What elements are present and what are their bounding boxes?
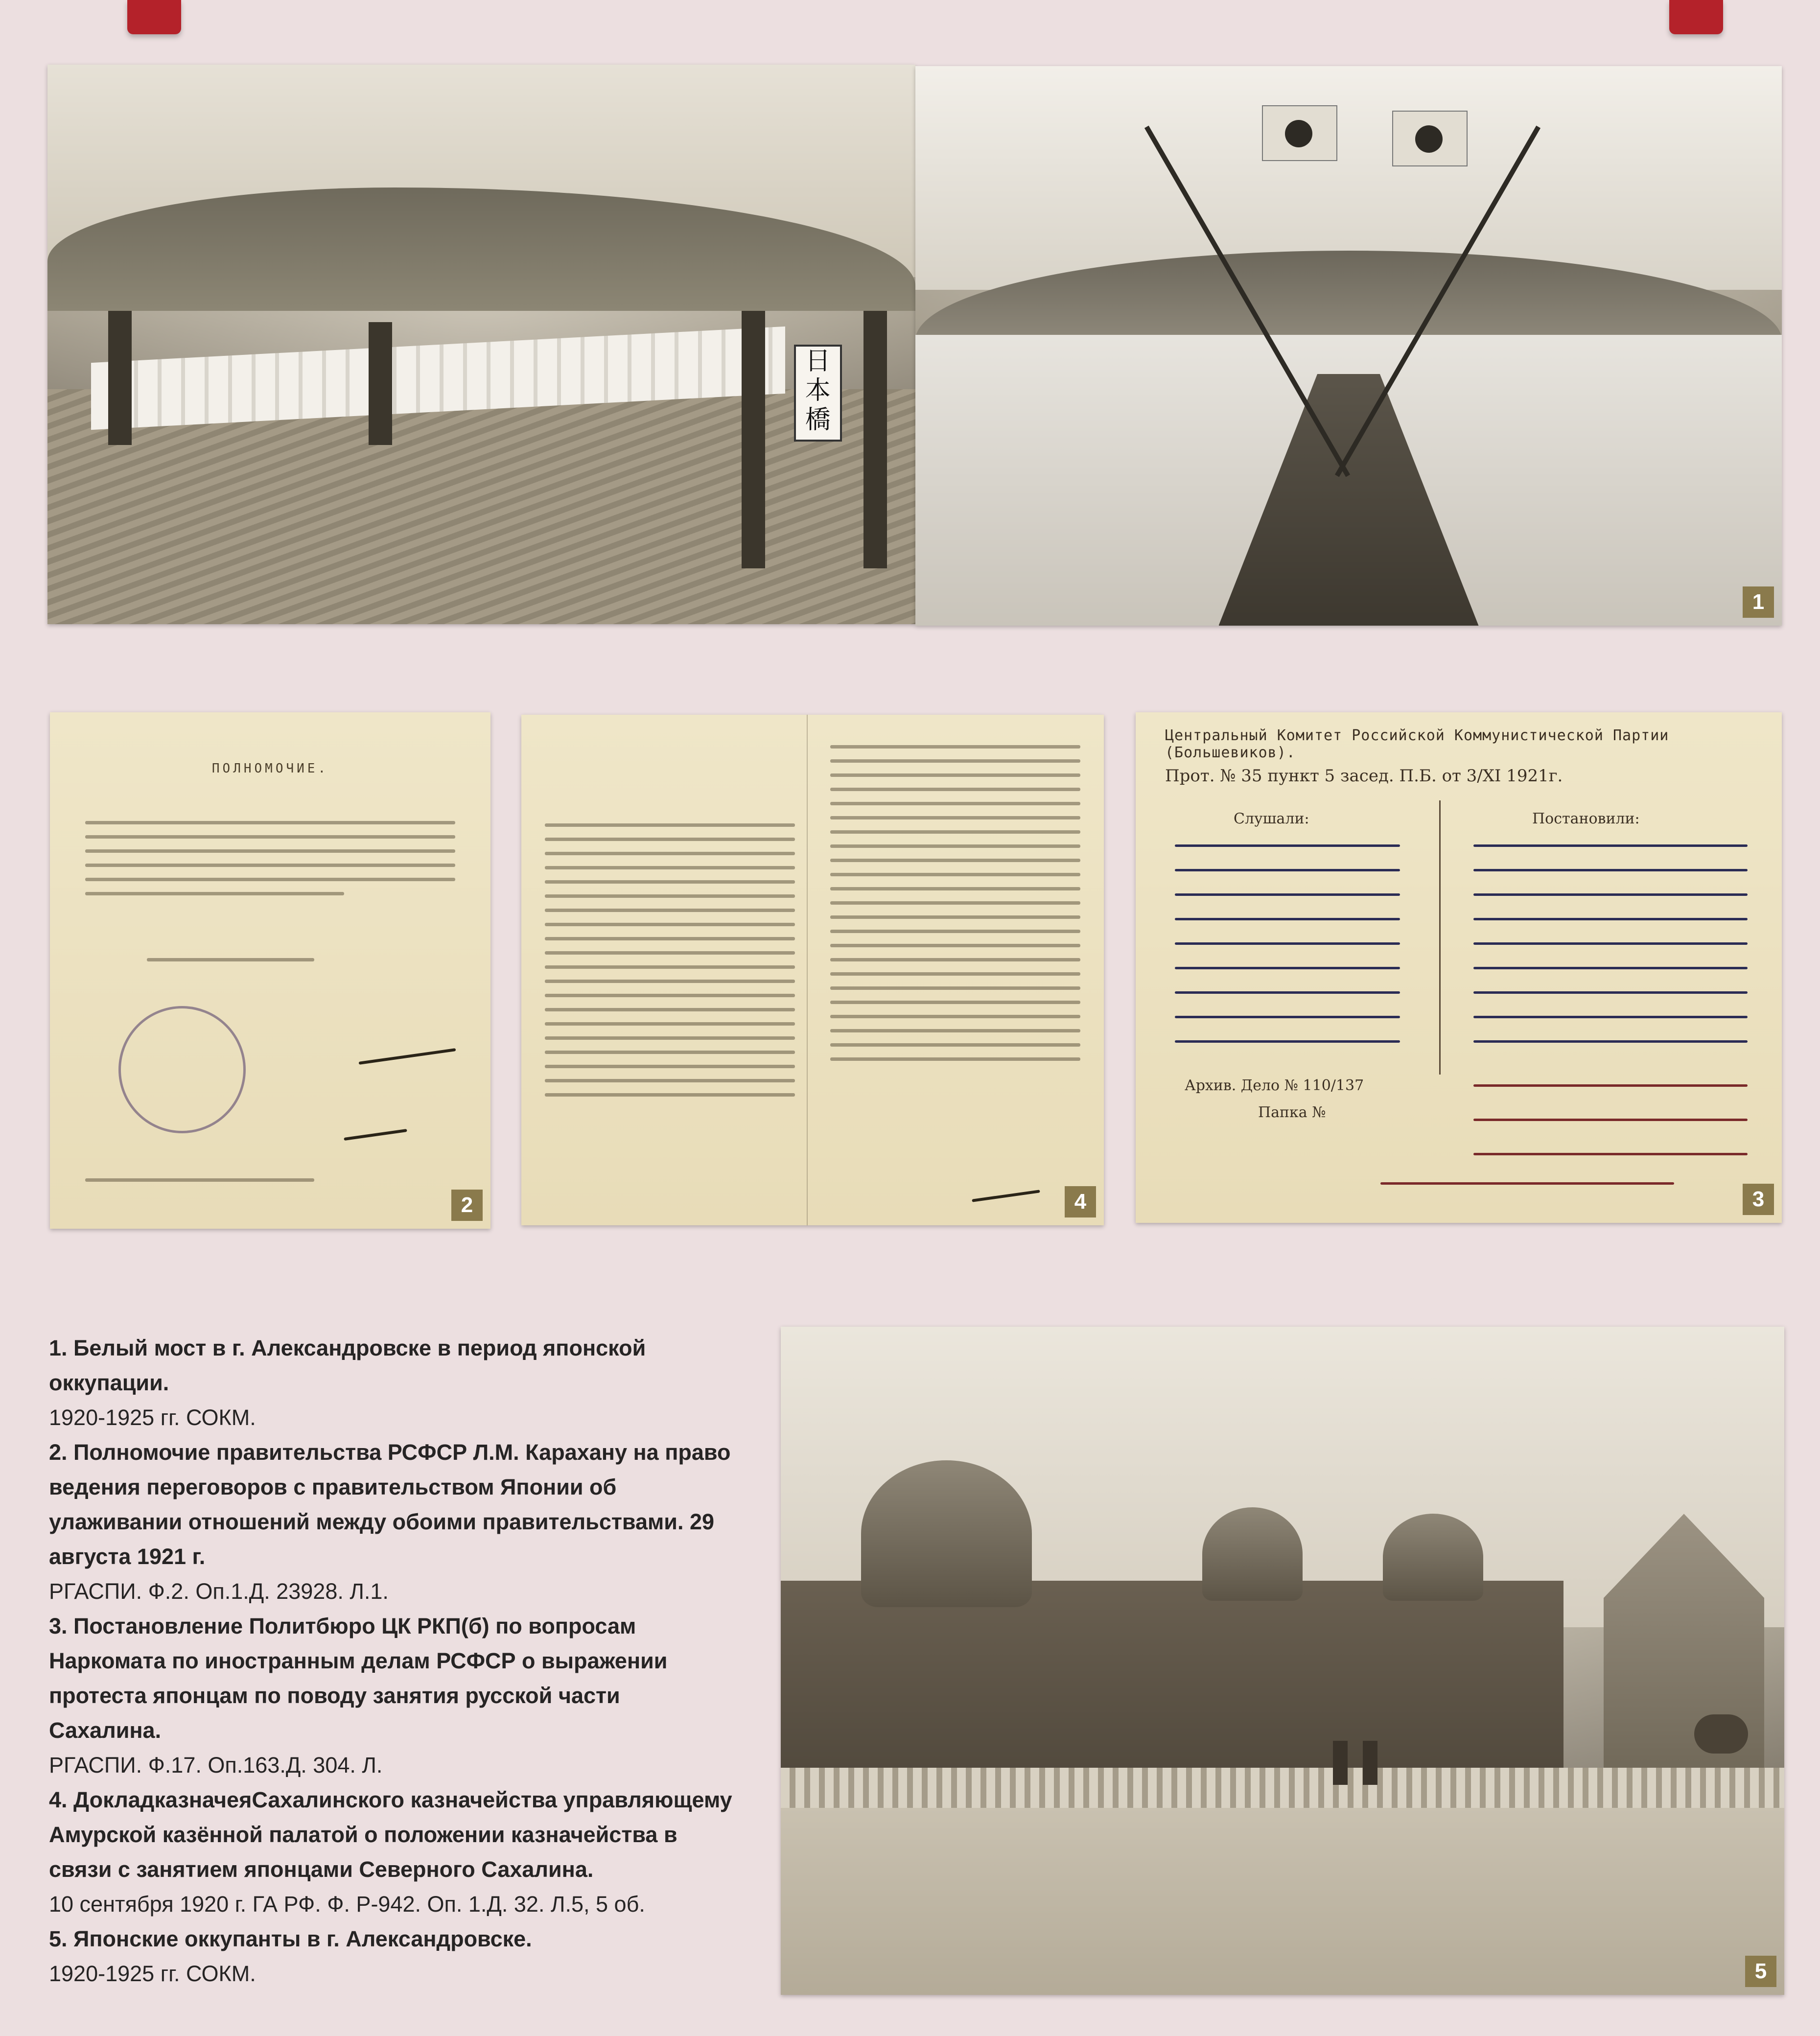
caption-source: 1920-1925 гг. СОКМ. bbox=[49, 1405, 256, 1430]
document-treasury-report bbox=[521, 715, 1104, 1225]
flag-icon bbox=[1392, 111, 1468, 166]
resolution-header: Центральный Комитет Российской Коммунистической Партии (Большевиков). bbox=[1165, 727, 1669, 761]
caption-title: 5. Японские оккупанты в г. Александровске. bbox=[49, 1926, 532, 1951]
photo-white-bridge bbox=[47, 65, 915, 624]
document-heading: ПОЛНОМОЧИЕ. bbox=[211, 761, 329, 776]
column-heading-left: Слушали: bbox=[1234, 810, 1309, 827]
caption-source: 1920-1925 гг. СОКМ. bbox=[49, 1961, 256, 1986]
caption-2 bbox=[49, 1435, 734, 1609]
archive-line: Архив. Дело № 110/137 bbox=[1185, 1077, 1364, 1094]
caption-1 bbox=[49, 1331, 734, 1435]
caption-title: 4. ДокладказначеяСахалинского казначейства управляющему Амурской казённой палатой о положении казначейства в связи с занятием японцами Северного Сахалина. bbox=[49, 1787, 732, 1882]
red-pin-left bbox=[127, 0, 181, 34]
document-number-badge: 4 bbox=[1065, 1186, 1096, 1217]
document-credentials bbox=[50, 712, 490, 1229]
document-number-badge: 3 bbox=[1743, 1184, 1774, 1215]
photo-number-badge: 1 bbox=[1743, 586, 1774, 618]
seal-stamp bbox=[118, 1006, 246, 1133]
caption-4 bbox=[49, 1782, 734, 1921]
photo-japanese-occupiers bbox=[781, 1327, 1784, 1995]
bridge-sign: 日本橋 bbox=[794, 345, 842, 442]
folder-line: Папка № bbox=[1258, 1104, 1326, 1121]
caption-title: 2. Полномочие правительства РСФСР Л.М. Карахану на право ведения переговоров с правительством Японии об улаживании отношений между обоими правительствами. 29 августа 1921 г. bbox=[49, 1440, 731, 1569]
column-heading-right: Постановили: bbox=[1532, 810, 1640, 827]
caption-3 bbox=[49, 1609, 734, 1782]
caption-title: 1. Белый мост в г. Александровске в период японской оккупации. bbox=[49, 1335, 646, 1395]
flag-icon bbox=[1262, 105, 1337, 161]
caption-5 bbox=[49, 1921, 734, 1991]
caption-block bbox=[49, 1331, 734, 1991]
caption-title: 3. Постановление Политбюро ЦК РКП(б) по вопросам Наркомата по иностранным делам РСФСР о выражении протеста японцам по поводу занятия русской части Сахалина. bbox=[49, 1614, 668, 1743]
caption-source: РГАСПИ. Ф.17. Оп.163.Д. 304. Л. bbox=[49, 1753, 383, 1778]
document-number-badge: 2 bbox=[451, 1190, 483, 1221]
protocol-line: Прот. № 35 пункт 5 засед. П.Б. от 3/XI 1921г. bbox=[1165, 766, 1563, 786]
photo-number-badge: 5 bbox=[1745, 1956, 1776, 1987]
caption-source: 10 сентября 1920 г. ГА РФ. Ф. Р-942. Оп. 1.Д. 32. Л.5, 5 об. bbox=[49, 1892, 645, 1917]
document-politburo-resolution bbox=[1136, 712, 1782, 1223]
photo-bridge-with-flags bbox=[915, 66, 1782, 626]
caption-source: РГАСПИ. Ф.2. Оп.1.Д. 23928. Л.1. bbox=[49, 1579, 389, 1604]
red-pin-right bbox=[1669, 0, 1723, 34]
